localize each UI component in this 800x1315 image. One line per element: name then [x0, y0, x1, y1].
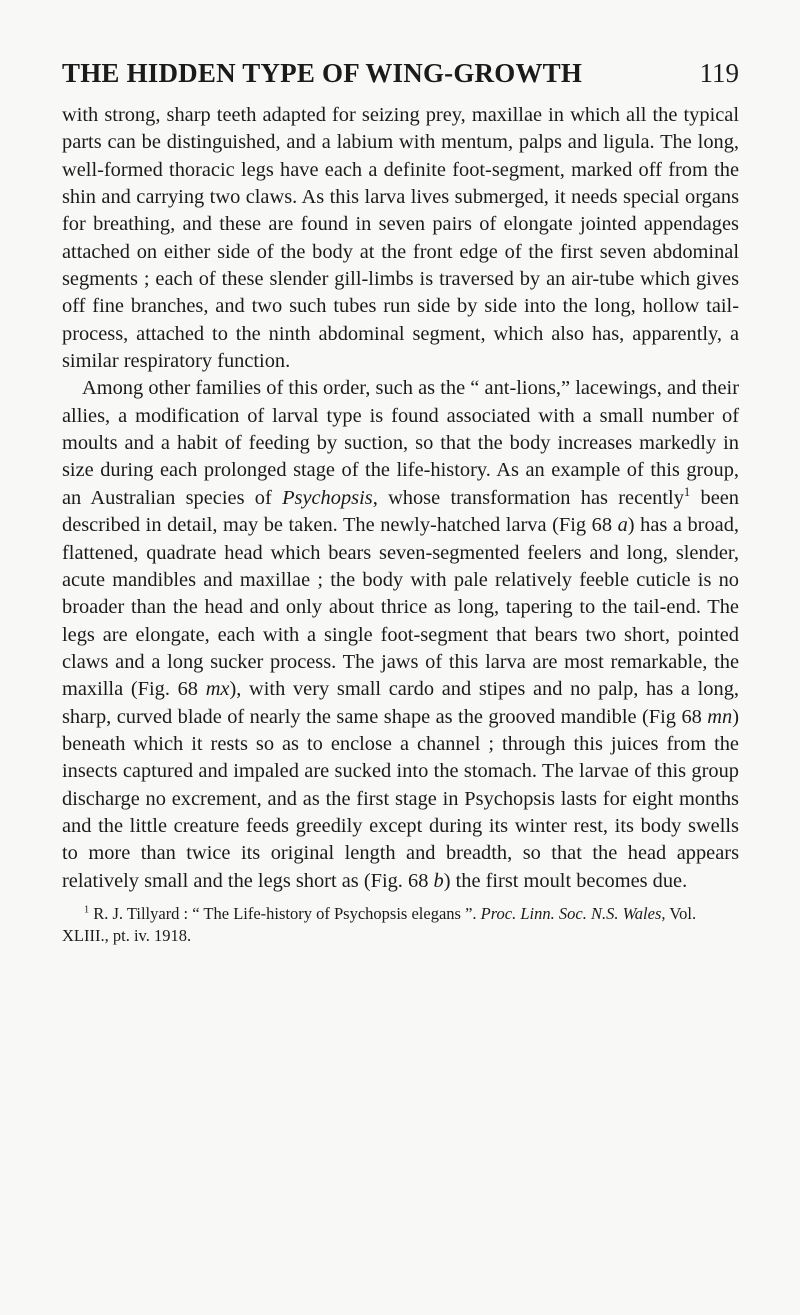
- book-page: [62, 58, 739, 963]
- body-text: [62, 102, 739, 895]
- footnote-marker: 1: [84, 904, 90, 916]
- running-head: [62, 58, 739, 102]
- italic-genus: Psychopsis: [282, 486, 373, 509]
- page-number: 119: [699, 58, 739, 88]
- paragraph-2: Among other families of this order, such as the “ ant-lions,” lacewings, and their allies, a modification of larval type is found associated with a small number of moults and a habit of feeding by suction, so that the body increases markedly in size during each prolonged stage of the life-history. As an example of this group, an Australian species of Psychopsis, whose transformation has recently$^1$ been described in detail, may be taken. The newly-hatched larva (Fig 68 a) has a broad, flattened, quadrate head which bears seven-segmented feelers and long, slender, acute mandibles and maxillae ; the body with pale relatively feeble cuticle is no broader than the head and only about thrice as long, tapering to the tail-end. The legs are elongate, each with a single foot-segment that bears two short, pointed claws and a long sucker process. The jaws of this larva are most remarkable, the maxilla (Fig. 68 mx), with very small cardo and stipes and no palp, has a long, sharp, curved blade of nearly the same shape as the grooved mandible (Fig 68 mn) beneath which it rests so as to enclose a channel ; through this juices from the insects captured and impaled are sucked into the stomach. The larvae of this group discharge no excrement, and as the first stage in Psychopsis lasts for eight months and the little creature feeds greedily except during its winter rest, its body swells to more than twice its original length and breadth, so that the head appears relatively small and the legs short as (Fig. 68 b) the first moult becomes due.: [62, 377, 739, 892]
- footnote: $^1$ R. J. Tillyard : “ The Life-history of Psychopsis elegans ”. Proc. Linn. Soc. N.S. Wales, Vol. XLIII., pt. iv. 1918.: [62, 903, 697, 945]
- paragraph-1: with strong, sharp teeth adapted for seizing prey, maxillae in which all the typical parts can be distinguished, and a labium with mentum, palps and ligula. The long, well-formed thoracic legs have each a definite foot-segment, marked off from the shin and carrying two claws. As this larva lives submerged, it needs special organs for breathing, and these are found in seven pairs of elongate jointed appendages attached on either side of the body at the front edge of the first seven abdominal segments ; each of these slender gill-limbs is traversed by an air-tube which gives off fine branches, and two such tubes run side by side into the long, hollow tail-process, attached to the ninth abdominal segment, which also has, apparently, a similar respiratory function.: [62, 104, 739, 373]
- footnote-reference: 1: [683, 485, 691, 500]
- running-title: THE HIDDEN TYPE OF WING-GROWTH: [62, 58, 583, 88]
- footnote-journal: Proc. Linn. Soc. N.S. Wales,: [480, 903, 666, 923]
